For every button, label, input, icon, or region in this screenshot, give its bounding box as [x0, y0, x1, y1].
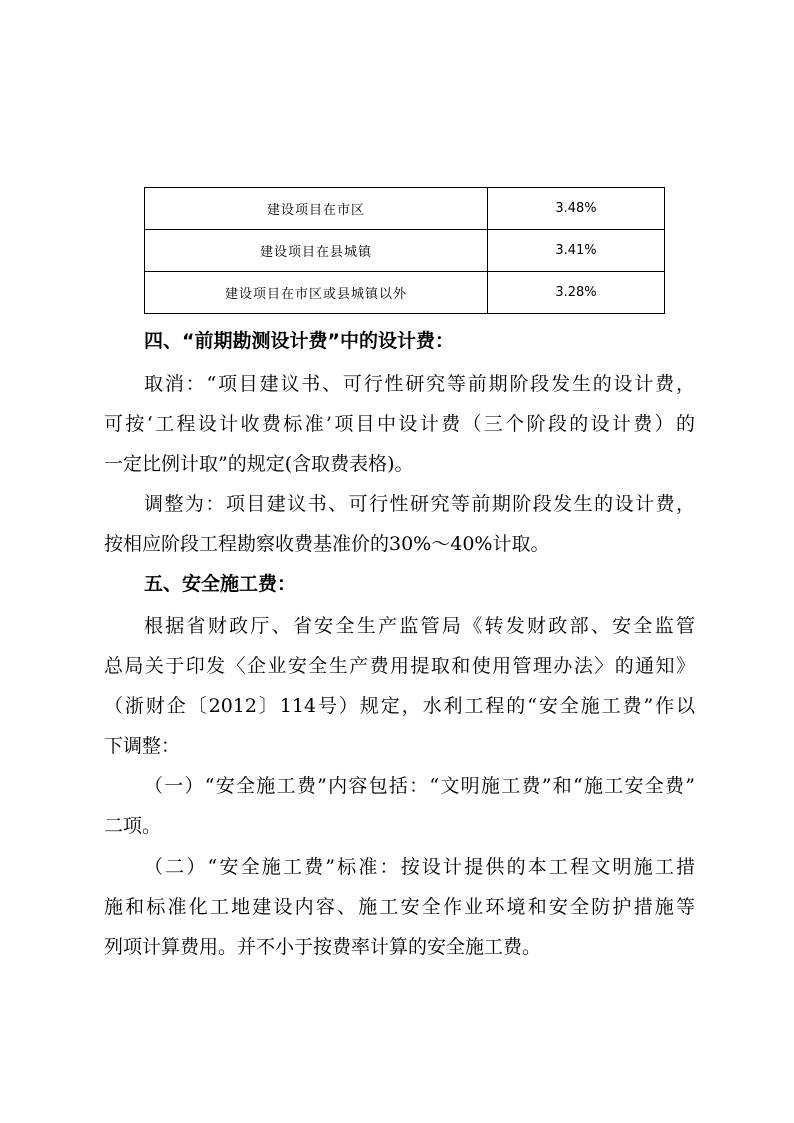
- paragraph-line: 可按‘工程设计收费标准’项目中设计费（三个阶段的设计费）的: [104, 413, 695, 435]
- paragraph-line: 调整为：项目建议书、可行性研究等前期阶段发生的设计费，: [144, 493, 695, 515]
- table-cell-label: 建设项目在市区: [145, 188, 488, 230]
- table-cell-label: 建设项目在县城镇: [145, 230, 488, 272]
- paragraph-line: 按相应阶段工程勘察收费基准价的30%～40%计取。: [104, 533, 550, 555]
- paragraph-line: 根据省财政厅、省安全生产监管局《转发财政部、安全监管: [144, 615, 695, 637]
- paragraph-line: （一）“安全施工费”内容包括：“文明施工费”和“施工安全费”: [144, 775, 695, 797]
- paragraph-line: （二）“安全施工费”标准：按设计提供的本工程文明施工措: [144, 856, 695, 878]
- table-cell-label: 建设项目在市区或县城镇以外: [145, 272, 488, 314]
- table-cell-value: 3.41%: [488, 230, 665, 272]
- paragraph-line: 一定比例计取”的规定(含取费表格)。: [104, 453, 414, 475]
- rate-table: [144, 187, 665, 314]
- paragraph-line: 施和标准化工地建设内容、施工安全作业环境和安全防护措施等: [104, 896, 695, 918]
- table-cell-value: 3.48%: [488, 188, 665, 230]
- section-heading: 四、“前期勘测设计费”中的设计费：: [144, 330, 454, 352]
- paragraph-line: 二项。: [104, 815, 162, 837]
- paragraph-line: （浙财企〔2012〕114号）规定，水利工程的“安全施工费”作以: [104, 695, 695, 717]
- section-heading: 五、安全施工费：: [144, 573, 297, 595]
- paragraph-line: 总局关于印发〈企业安全生产费用提取和使用管理办法〉的通知》: [104, 655, 695, 677]
- paragraph-line: 列项计算费用。并不小于按费率计算的安全施工费。: [104, 936, 542, 958]
- paragraph-line: 下调整：: [104, 735, 181, 757]
- table-cell-value: 3.28%: [488, 272, 665, 314]
- table-row: [145, 272, 665, 314]
- table-row: [145, 230, 665, 272]
- paragraph-line: 取消：“项目建议书、可行性研究等前期阶段发生的设计费，: [144, 373, 695, 395]
- table-row: [145, 188, 665, 230]
